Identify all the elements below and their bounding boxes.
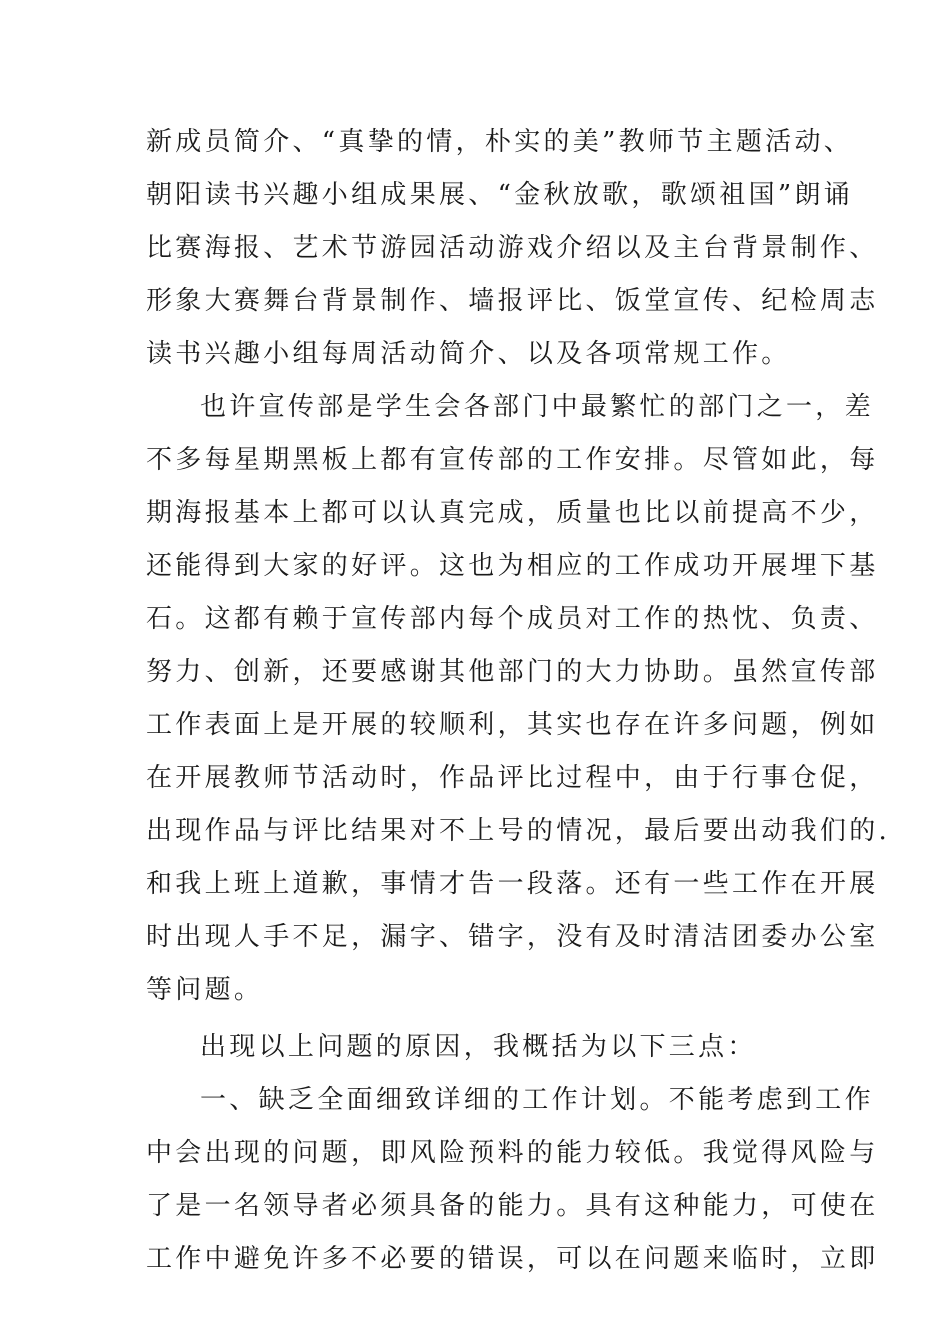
paragraph-first-line: 也许宣传部是学生会各部门中最繁忙的部门之一，差: [200, 392, 874, 422]
text-line: 努力、创新，还要感谢其他部门的大力协助。虽然宣传部: [146, 657, 879, 687]
text-line: 在开展教师节活动时，作品评比过程中，由于行事仓促，: [146, 763, 879, 793]
paragraph-first-line: 一、缺乏全面细致详细的工作计划。不能考虑到工作: [200, 1085, 874, 1115]
text-line: 读书兴趣小组每周活动简介、以及各项常规工作。: [146, 339, 791, 369]
text-line: 工作表面上是开展的较顺利，其实也存在许多问题，例如: [146, 710, 879, 740]
text-line: 期海报基本上都可以认真完成，质量也比以前提高不少，: [146, 498, 879, 528]
text-line: 中会出现的问题，即风险预料的能力较低。我觉得风险与: [146, 1138, 879, 1168]
text-line: 新成员简介、“真挚的情，朴实的美”教师节主题活动、: [146, 127, 854, 157]
text-line: 形象大赛舞台背景制作、墙报评比、饭堂宣传、纪检周志: [146, 286, 879, 316]
paragraph-first-line: 出现以上问题的原因，我概括为以下三点：: [200, 1032, 757, 1062]
text-line: 还能得到大家的好评。这也为相应的工作成功开展埋下基: [146, 551, 879, 581]
text-line: 不多每星期黑板上都有宣传部的工作安排。尽管如此，每: [146, 445, 879, 475]
text-line: 出现作品与评比结果对不上号的情况，最后要出动我们的.: [146, 816, 891, 846]
text-line: 了是一名领导者必须具备的能力。具有这种能力，可使在: [146, 1191, 879, 1221]
text-line: 石。这都有赖于宣传部内每个成员对工作的热忱、负责、: [146, 604, 879, 634]
text-line: 工作中避免许多不必要的错误，可以在问题来临时，立即: [146, 1244, 879, 1274]
text-line: 等问题。: [146, 975, 264, 1005]
text-line: 朝阳读书兴趣小组成果展、“金秋放歌，歌颂祖国”朗诵: [146, 180, 854, 210]
text-line: 时出现人手不足，漏字、错字，没有及时清洁团委办公室: [146, 922, 879, 952]
text-line: 和我上班上道歉，事情才告一段落。还有一些工作在开展: [146, 869, 879, 899]
text-line: 比赛海报、艺术节游园活动游戏介绍以及主台背景制作、: [146, 233, 879, 263]
